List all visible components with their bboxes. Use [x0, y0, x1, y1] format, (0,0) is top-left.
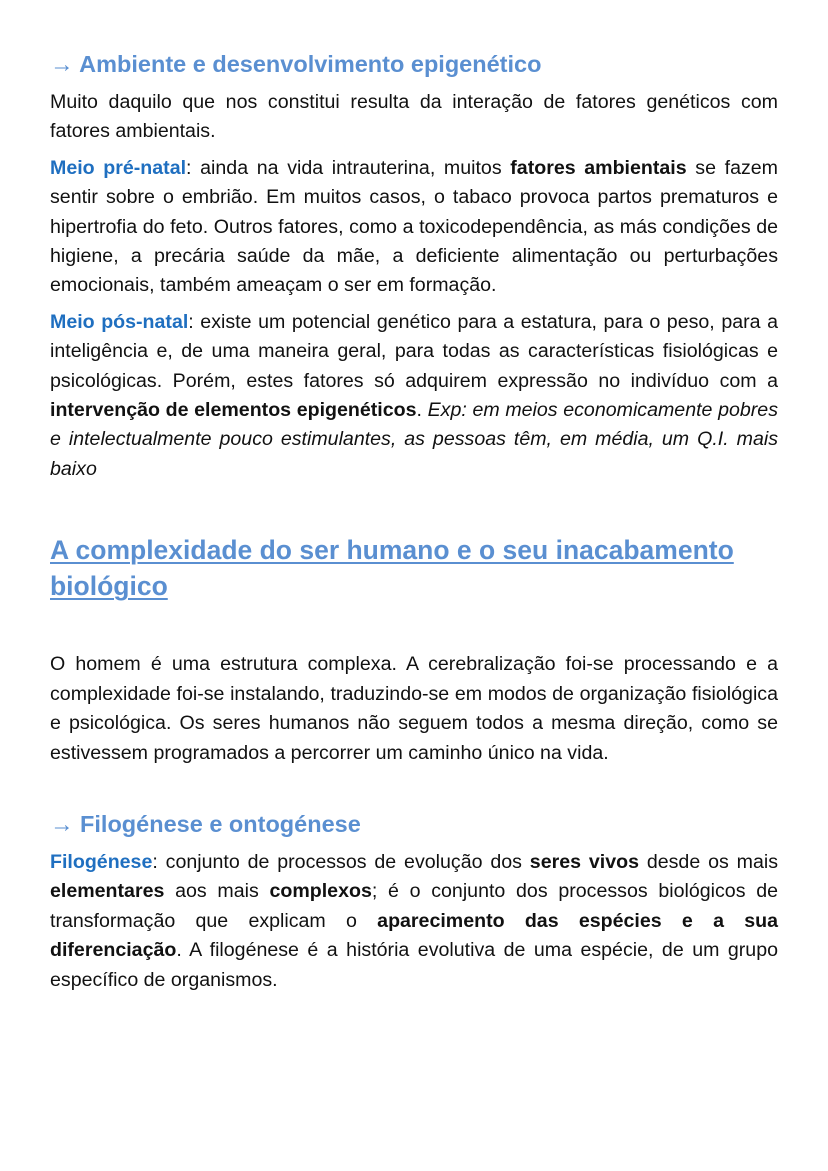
- text-run: .: [416, 399, 428, 422]
- prenatal-paragraph: [50, 154, 778, 301]
- heading-text: Filogénese e ontogénese: [80, 810, 361, 837]
- text-run: aos mais: [164, 880, 270, 903]
- bold-term: aparecimento das espécies e a sua diferenciação: [50, 909, 778, 962]
- arrow-right-icon: →: [50, 810, 74, 837]
- document-page: [50, 48, 778, 995]
- example-text: Exp: em meios economicamente pobres e intelectualmente pouco estimulantes, as pessoas têm, em média, um Q.I. mais baixo: [50, 399, 779, 480]
- complexidade-paragraph: O homem é uma estrutura complexa. A cerebralização foi-se processando e a complexidade foi-se instalando, traduzindo-se em modos de organização fisiológica e psicológica. Os seres humanos não seguem todos a mesma direção, como se estivessem programados a percorrer um caminho único na vida.: [50, 653, 778, 764]
- bold-term: fatores ambientais: [510, 156, 687, 179]
- postnatal-label: Meio pós-natal: [50, 310, 189, 333]
- prenatal-label: Meio pré-natal: [50, 156, 187, 179]
- bold-term: seres vivos: [529, 850, 639, 873]
- intro-paragraph: Muito daquilo que nos constitui resulta da interação de fatores genéticos com fatores ambientais.: [50, 91, 778, 143]
- text-run: se fazem sentir sobre o embrião. Em muitos casos, o tabaco provoca partos prematuros e hipertrofia do feto. Outros fatores, como a toxicodependência, as más condições de higiene, a precária saúde da mãe, a deficiente alimentação ou perturbações emocionais, também ameaçam o ser em formação.: [50, 156, 779, 297]
- filogenese-paragraph: [50, 848, 778, 995]
- arrow-right-icon: →: [50, 51, 74, 77]
- heading-text: Ambiente e desenvolvimento epigenético: [79, 51, 542, 77]
- bold-term: complexos: [269, 880, 372, 903]
- section-heading-complexidade: A complexidade do ser humano e o seu inacabamento biológico: [50, 535, 734, 602]
- text-run: desde os mais: [638, 850, 779, 873]
- text-run: : conjunto de processos de evolução dos: [152, 850, 530, 873]
- section-heading-filogenese: [50, 808, 778, 840]
- bold-term: elementares: [50, 880, 165, 903]
- postnatal-paragraph: [50, 308, 778, 484]
- text-run: ; é o conjunto dos processos biológicos de transformação que explicam o: [50, 880, 778, 932]
- text-run: : ainda na vida intrauterina, muitos: [186, 156, 511, 179]
- text-run: : existe um potencial genético para a estatura, para o peso, para a inteligência e, de uma maneira geral, para todas as características fisiológicas e psicológicas. Porém, estes fatores só adquirem expressão no indivíduo com a: [50, 310, 778, 392]
- text-run: . A filogénese é a história evolutiva de uma espécie, de um grupo específico de organismos.: [50, 939, 778, 991]
- filogenese-label: Filogénese: [50, 850, 153, 873]
- bold-term: intervenção de elementos epigenéticos: [50, 399, 417, 422]
- section-heading-ambiente: [50, 48, 778, 80]
